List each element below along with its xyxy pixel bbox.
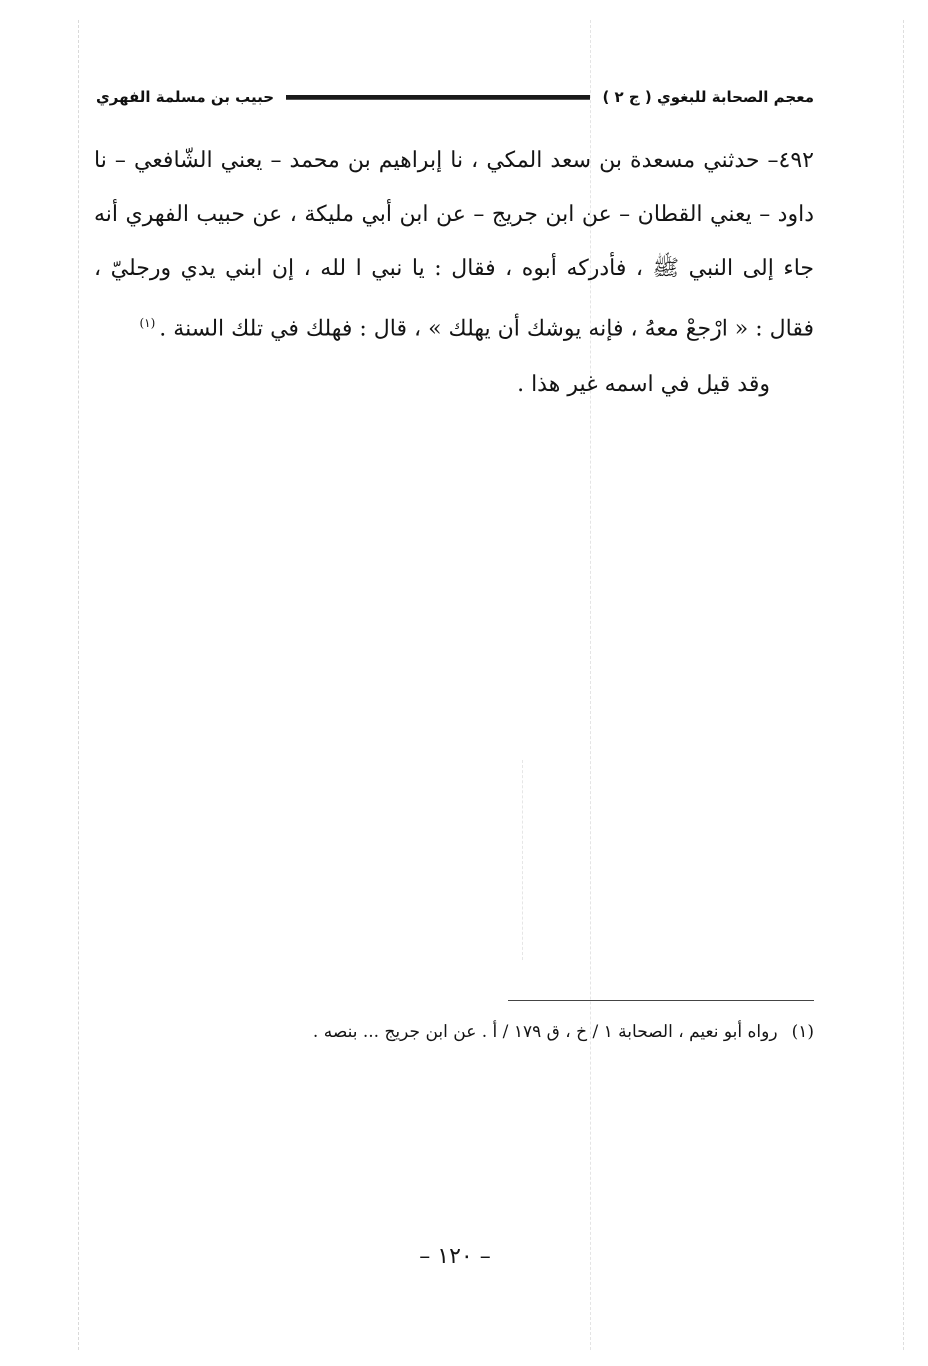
page-number: – ١٢٠ – xyxy=(419,1244,491,1269)
scan-guide-line xyxy=(522,760,523,960)
hadith-text: ٤٩٢– حدثني مسعدة بن سعد المكي ، نا إبراهيم بن محمد – يعني الشّافعي – نا داود – يعني القطان – عن ابن جريج – عن ابن أبي مليكة ، عن حبيب الفهري أنه جاء إلى النبي ﷺ ، فأدركه أبوه ، فقال : يا نبي ا لله ، إن ابني يدي ورجليّ ، فقال : « ارْجعْ معهُ ، فإنه يوشك أن يهلك » ، قال : فهلك في تلك السنة . xyxy=(94,148,815,342)
hadith-paragraph xyxy=(94,134,814,356)
scan-guide-line xyxy=(78,20,79,1350)
footnote-number: (١) xyxy=(791,1022,814,1042)
main-text xyxy=(94,134,814,412)
note-paragraph: وقد قيل في اسمه غير هذا . xyxy=(517,372,770,398)
book-title: معجم الصحابة للبغوي ( ج ٢ ) xyxy=(602,88,814,106)
footnote-separator xyxy=(508,1000,814,1001)
entry-title: حبيب بن مسلمة الفهري xyxy=(96,88,275,106)
header-rule xyxy=(286,95,590,100)
footnote-reference: (١) xyxy=(139,316,156,330)
footnote xyxy=(150,1016,814,1048)
scan-guide-line xyxy=(903,20,904,1350)
footnote-text: رواه أبو نعيم ، الصحابة ١ / خ ، ق ١٧٩ / أ . عن ابن جريج ... بنصه . xyxy=(312,1022,778,1042)
running-header xyxy=(96,82,814,112)
